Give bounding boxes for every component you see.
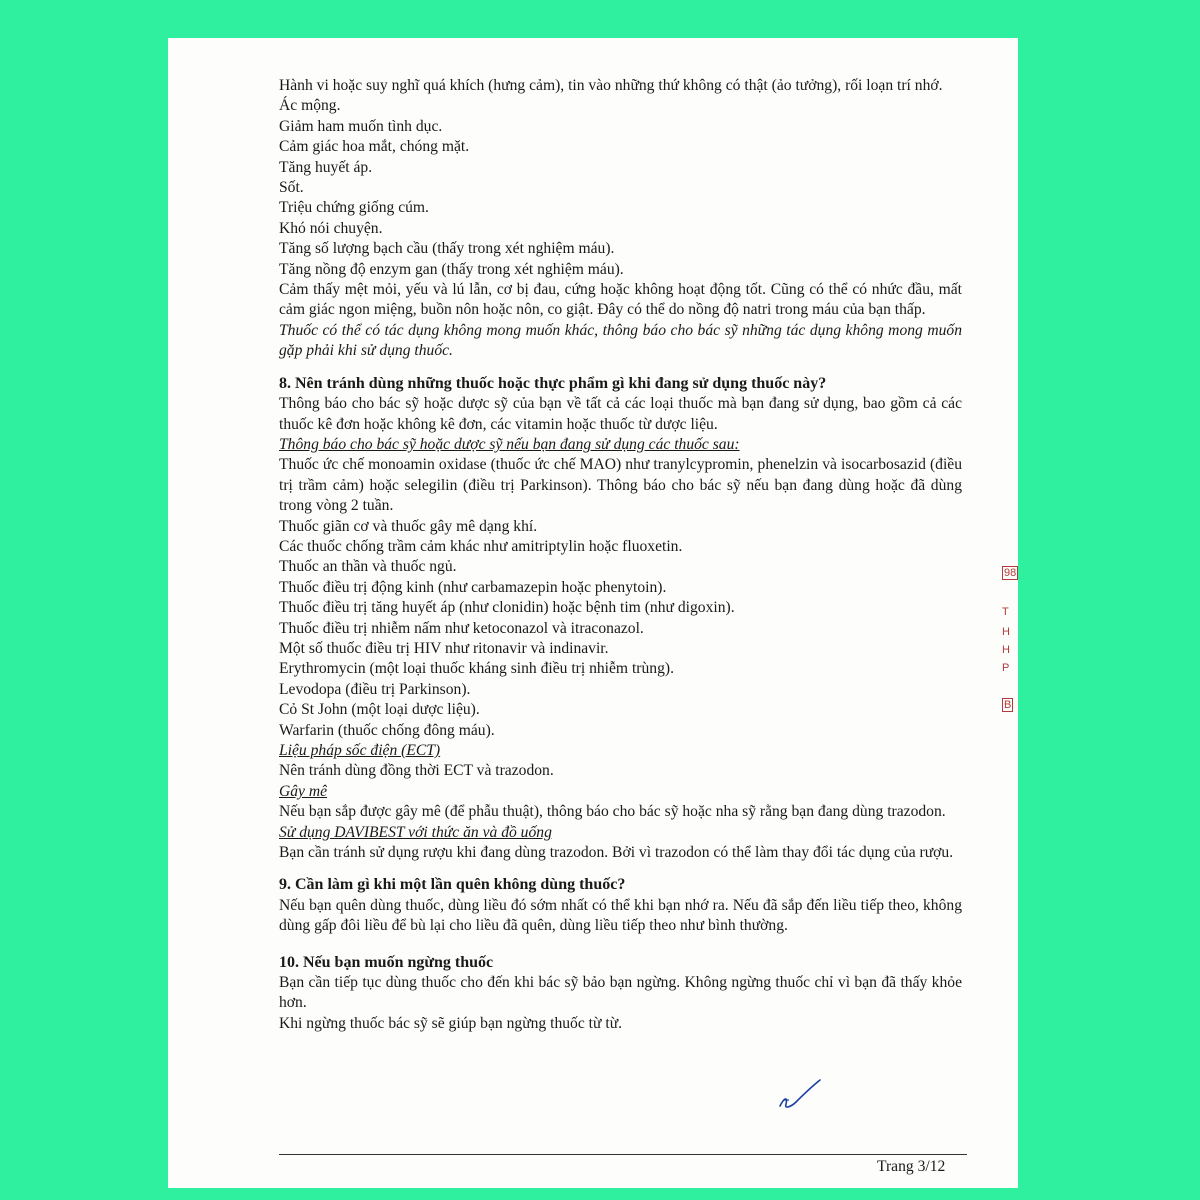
drug-item: Thuốc ức chế monoamin oxidase (thuốc ức chế MAO) như tranylcypromin, phenelzin và isocarbosazid (điều trị trầm cảm) hoặc selegilin (điều trị Parkinson). Thông báo cho bác sỹ nếu bạn đang dùng hoặc đã dùng trong vòng 2 tuần. bbox=[279, 456, 962, 515]
section-8-intro: Thông báo cho bác sỹ hoặc dược sỹ của bạn về tất cả các loại thuốc mà bạn đang sử dụng, bao gồm cả các thuốc kê đơn hoặc không kê đơn, các vitamin hoặc thuốc từ dược liệu. bbox=[279, 395, 962, 433]
document-page bbox=[168, 38, 1018, 1188]
section-10-text: Khi ngừng thuốc bác sỹ sẽ giúp bạn ngừng thuốc từ từ. bbox=[279, 1014, 623, 1032]
stamp-fragment: H bbox=[1002, 644, 1010, 656]
page-number: Trang 3/12 bbox=[877, 1158, 946, 1175]
side-effect-item: Khó nói chuyện. bbox=[279, 219, 383, 237]
stamp-fragment: H bbox=[1002, 626, 1010, 638]
signature-mark bbox=[774, 1076, 824, 1116]
drug-item: Thuốc điều trị tăng huyết áp (như clonidin) hoặc bệnh tim (như digoxin). bbox=[279, 599, 735, 617]
side-effects-list bbox=[279, 76, 962, 321]
ect-heading: Liệu pháp sốc điện (ECT) bbox=[279, 742, 441, 759]
side-effect-item: Ác mộng. bbox=[279, 97, 341, 115]
drug-item: Một số thuốc điều trị HIV như ritonavir và indinavir. bbox=[279, 639, 609, 657]
footer-divider bbox=[279, 1154, 967, 1155]
stamp-fragment: T bbox=[1002, 606, 1009, 618]
side-effect-item: Triệu chứng giống cúm. bbox=[279, 199, 429, 217]
stamp-mark bbox=[998, 566, 1018, 726]
stamp-fragment: P bbox=[1002, 662, 1010, 674]
drug-item: Các thuốc chống trầm cảm khác như amitriptylin hoặc fluoxetin. bbox=[279, 537, 683, 555]
section-9-text: Nếu bạn quên dùng thuốc, dùng liều đó sớm nhất có thể khi bạn nhớ ra. Nếu đã sắp đến liều tiếp theo, không dùng gấp đôi liều để bù lại cho liều đã quên, dùng liều tiếp theo như bình thường. bbox=[279, 896, 962, 935]
drug-item: Warfarin (thuốc chống đông máu). bbox=[279, 721, 495, 739]
drug-item: Levodopa (điều trị Parkinson). bbox=[279, 680, 471, 698]
side-effect-item: Sốt. bbox=[279, 179, 304, 197]
drug-item: Thuốc an thần và thuốc ngủ. bbox=[279, 558, 457, 576]
side-effect-item: Cảm thấy mệt mỏi, yếu và lú lẫn, cơ bị đau, cứng hoặc không hoạt động tốt. Cũng có thể có nhức đầu, mất cảm giác ngon miệng, buồn nôn hoặc nôn, co giật. Đây có thể do nồng độ natri trong máu của bạn thấp. bbox=[279, 281, 962, 319]
side-effect-item: Cảm giác hoa mắt, chóng mặt. bbox=[279, 138, 470, 156]
drug-item: Cỏ St John (một loại dược liệu). bbox=[279, 701, 480, 719]
section-10-title: 10. Nếu bạn muốn ngừng thuốc bbox=[279, 953, 494, 971]
side-effect-item: Tăng huyết áp. bbox=[279, 158, 373, 176]
page-content bbox=[279, 76, 962, 1034]
drug-item: Thuốc giãn cơ và thuốc gây mê dạng khí. bbox=[279, 517, 538, 535]
stamp-fragment: B bbox=[1004, 699, 1012, 711]
anesthesia-heading: Gây mê bbox=[279, 782, 328, 800]
side-effect-item: Giảm ham muốn tình dục. bbox=[279, 117, 443, 135]
food-heading: Sử dụng DAVIBEST với thức ăn và đồ uống bbox=[279, 823, 552, 841]
section-8-title: 8. Nên tránh dùng những thuốc hoặc thực phẩm gì khi đang sử dụng thuốc này? bbox=[279, 374, 827, 392]
drug-item: Erythromycin (một loại thuốc kháng sinh điều trị nhiễm trùng). bbox=[279, 660, 674, 678]
drugs-heading: Thông báo cho bác sỹ hoặc dược sỹ nếu bạn đang sử dụng các thuốc sau: bbox=[279, 435, 740, 453]
drug-item: Thuốc điều trị nhiễm nấm như ketoconazol và itraconazol. bbox=[279, 619, 644, 637]
ect-text: Nên tránh dùng đồng thời ECT và trazodon. bbox=[279, 762, 554, 780]
side-effects-note: Thuốc có thể có tác dụng không mong muốn khác, thông báo cho bác sỹ những tác dụng không mong muốn gặp phải khi sử dụng thuốc. bbox=[279, 321, 962, 360]
food-text: Bạn cần tránh sử dụng rượu khi đang dùng trazodon. Bởi vì trazodon có thể làm thay đổi tác dụng của rượu. bbox=[279, 844, 954, 862]
section-10-text: Bạn cần tiếp tục dùng thuốc cho đến khi bác sỹ bảo bạn ngừng. Không ngừng thuốc chỉ vì bạn đã thấy khỏe hơn. bbox=[279, 974, 962, 1012]
stamp-fragment: 98 bbox=[1004, 567, 1017, 579]
section-9-title: 9. Cần làm gì khi một lần quên không dùng thuốc? bbox=[279, 876, 626, 894]
interacting-drugs-list bbox=[279, 455, 962, 741]
side-effect-item: Tăng nồng độ enzym gan (thấy trong xét nghiệm máu). bbox=[279, 260, 624, 278]
side-effect-item: Tăng số lượng bạch cầu (thấy trong xét nghiệm máu). bbox=[279, 240, 615, 258]
drug-item: Thuốc điều trị động kinh (như carbamazepin hoặc phenytoin). bbox=[279, 578, 667, 596]
side-effect-item: Hành vi hoặc suy nghĩ quá khích (hưng cảm), tin vào những thứ không có thật (ảo tưởng), rối loạn trí nhớ. bbox=[279, 77, 943, 94]
anesthesia-text: Nếu bạn sắp được gây mê (để phẫu thuật), thông báo cho bác sỹ hoặc nha sỹ rằng bạn đang dùng trazodon. bbox=[279, 803, 946, 821]
